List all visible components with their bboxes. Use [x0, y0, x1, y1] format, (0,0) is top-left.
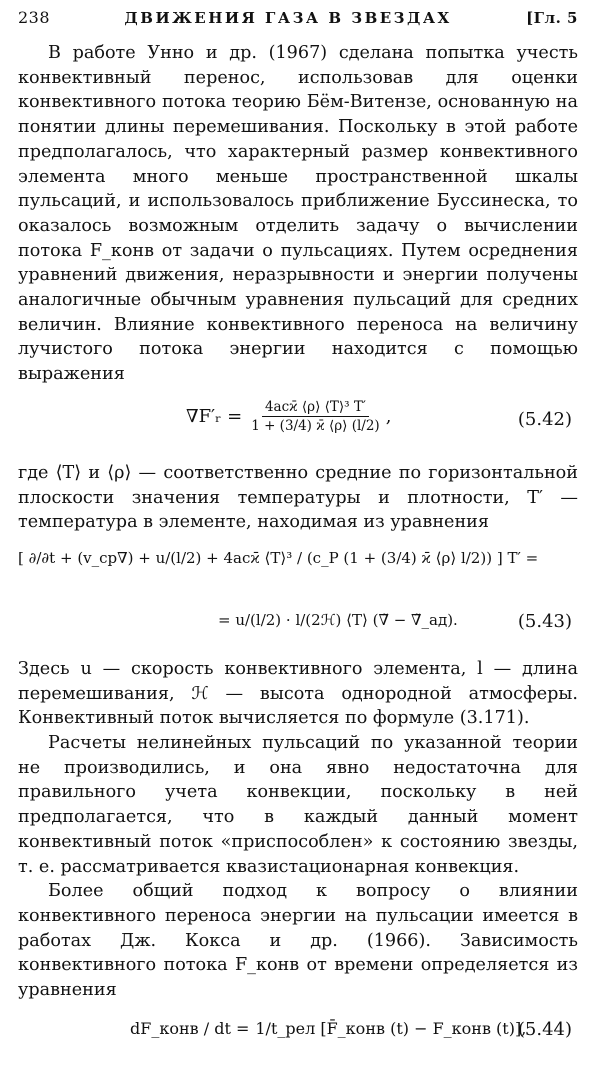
eq542-denominator: 1 + (3/4) ϰ̄ ⟨ρ⟩ (l/2)	[251, 417, 380, 434]
equation-5-43	[18, 541, 578, 651]
paragraph-5: Более общий подход к вопросу о влиянии конвективного переноса энергии на пульсации имеется в работах Дж. Кокса и др. (1966). Зависимость конвективного потока F_конв от времени определяется из уравнения	[18, 881, 578, 1001]
eq544-lhs: dF_конв / dt =	[130, 1018, 250, 1038]
eq542-numerator: 4acϰ̄ ⟨ρ⟩ ⟨T⟩³ T′	[262, 399, 369, 417]
equation-5-44	[18, 1009, 578, 1065]
equation-5-42	[18, 393, 578, 455]
paragraph-4: Расчеты нелинейных пульсаций по указанной теории не производились, и она явно недостаточна для правильного учета конвекции, поскольку в ней предполагается, что в каждый данный момент конвективный поток «приспособлен» к состоянию звезды, т. е. рассматривается квазистационарная конвекция.	[18, 733, 578, 877]
paragraph-2: где ⟨T⟩ и ⟨ρ⟩ — соответственно средние по горизонтальной плоскости значения температуры и плотности, T′ — температура в элементе, находимая из уравнения	[18, 462, 578, 533]
paragraph-1: В работе Унно и др. (1967) сделана попытка учесть конвективный перенос, использовав для оценки конвективного потока теорию Бём-Витензе, основанную на понятии длины перемешивания. Поскольку в этой работе предполагалось, что характерный размер конвективного элемента много меньше пространственной шкалы пульсаций, и использовалось приближение Буссинеска, то оказалось возможным отделить задачу о вычислении потока F_конв от задачи о пульсациях. Путем осреднения уравнений движения, неразрывности и энергии получены аналогичные обычным уравнения пульсаций для средних величин. Влияние конвективного переноса на величину лучистого потока энергии находится с помощью выражения	[18, 43, 578, 385]
eq542-number: (5.42)	[517, 408, 572, 430]
eq544-rhs: 1/t_рел [F̄_конв (t) − F_конв (t)],	[255, 1018, 527, 1038]
running-title: ДВИЖЕНИЯ ГАЗА В ЗВЕЗДАХ	[124, 9, 452, 27]
chapter-ref: [Гл. 5	[526, 9, 578, 27]
paragraph-3: Здесь u — скорость конвективного элемента, l — длина перемешивания, ℋ — высота однородной атмосферы. Конвективный поток вычисляется по формуле (3.171).	[18, 658, 578, 729]
eq544-number: (5.44)	[517, 1018, 572, 1040]
eq543-number: (5.43)	[517, 610, 572, 632]
page-number: 238	[18, 8, 51, 27]
eq542-lhs: ∇F′ᵣ =	[186, 405, 243, 427]
book-page	[18, 8, 578, 1071]
eq543-line1: [ ∂/∂t + (v_ср∇) + u/(l/2) + 4acϰ̄ ⟨T⟩³ / (c_P (1 + (3/4) ϰ̄ ⟨ρ⟩ l/2)) ] T′ =	[18, 548, 539, 567]
running-header	[18, 8, 578, 27]
eq542-trail: ,	[385, 405, 392, 427]
eq543-line2: = u/(l/2) · l/(2ℋ) ⟨T⟩ (∇̃ − ∇̃_ад).	[218, 610, 458, 629]
